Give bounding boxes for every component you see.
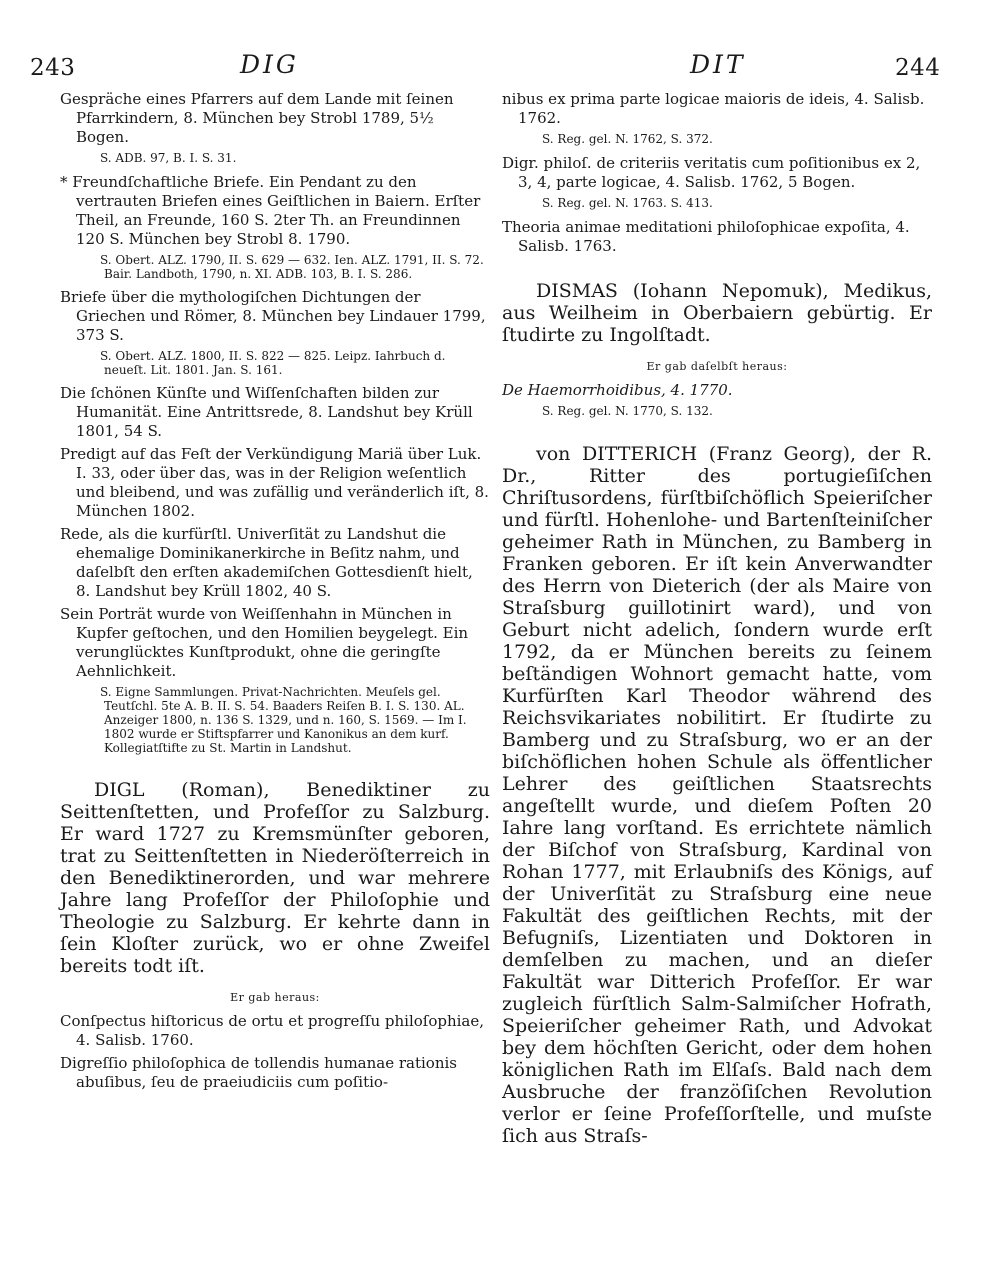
bibliography-entry: Sein Porträt wurde von Weiſſenhahn in München in Kupfer geſtochen, und den Homilien beygelegt. Ein verunglücktes Kunſtprodukt, ohne die geringſte Aehnlichkeit. — [60, 605, 469, 680]
works-heading: Er gab heraus: — [230, 991, 320, 1004]
right-page-number: 244 — [895, 55, 941, 81]
source-citation: S. Eigne Sammlungen. Privat-Nachrichten. Meuſels gel. Teutſchl. 5te A. B. II. S. 54. Baaders Reiſen B. I. S. 130. AL. Anzeiger 1800, n. 136 S. 1329, und n. 160, S. 1569. — Im I. 1802 wurde er Stiftspfarrer und Kanonikus an dem kurf. Kollegiatſtifte zu St. Martin in Landshut. — [100, 685, 467, 755]
page-header — [0, 0, 1000, 90]
bibliography-entry: De Haemorrhoidibus, 4. 1770. — [502, 381, 733, 399]
source-citation: S. Reg. gel. N. 1770, S. 132. — [542, 404, 713, 418]
bibliography-entry: Die ſchönen Künſte und Wiſſenſchaften bilden zur Humanität. Eine Antrittsrede, 8. Landshut bey Krüll 1801, 54 S. — [60, 384, 473, 440]
bibliography-entry: Digreſſio philoſophica de tollendis humanae rationis abuſibus, ſeu de praeiudiciis cum poſitio- — [60, 1054, 457, 1091]
source-citation: S. Obert. ALZ. 1800, II. S. 822 — 825. Leipz. Iahrbuch d. neueſt. Lit. 1801. Jan. S. 161. — [100, 349, 446, 377]
works-heading: Er gab daſelbſt heraus: — [646, 360, 788, 373]
left-page-number: 243 — [30, 55, 76, 81]
bibliography-entry: * Freundſchaftliche Briefe. Ein Pendant zu den vertrauten Briefen eines Geiſtlichen in Baiern. Erſter Theil, an Freunde, 160 S. 2ter Th. an Freundinnen 120 S. München bey Strobl 8. 1790. — [60, 173, 481, 248]
source-citation: S. Obert. ALZ. 1790, II. S. 629 — 632. Ien. ALZ. 1791, II. S. 72. Bair. Landboth, 1790, n. XI. ADB. 103, B. I. S. 286. — [100, 253, 484, 281]
bibliography-entry: Gespräche eines Pfarrers auf dem Lande mit ſeinen Pfarrkindern, 8. München bey Strobl 1789, 5½ Bogen. — [60, 90, 454, 146]
bibliography-entry: Conſpectus hiſtoricus de ortu et progreſſu philoſophiae, 4. Salisb. 1760. — [60, 1012, 484, 1049]
bibliography-entry: Briefe über die mythologiſchen Dichtungen der Griechen und Römer, 8. München bey Lindauer 1799, 373 S. — [60, 288, 486, 344]
source-citation: S. Reg. gel. N. 1763. S. 413. — [542, 196, 713, 210]
right-running-head: DIT — [690, 50, 746, 79]
source-citation: S. ADB. 97, B. I. S. 31. — [100, 151, 237, 165]
biography-dismas: DISMAS (Iohann Nepomuk), Medikus, aus Weilheim in Oberbaiern gebürtig. Er ſtudirte zu Ingolſtadt. — [502, 280, 932, 346]
source-citation: S. Reg. gel. N. 1762, S. 372. — [542, 132, 713, 146]
bibliography-entry: Rede, als die kurfürſtl. Univerſität zu Landshut die ehemalige Dominikanerkirche in Beſitz nahm, und daſelbſt den erſten akademiſchen Gottesdienſt hielt, 8. Landshut bey Krüll 1802, 40 S. — [60, 525, 473, 600]
left-column — [60, 90, 490, 1096]
biography-ditterich: von DITTERICH (Franz Georg), der R. Dr., Ritter des portugieſiſchen Chriſtusordens, fürſtbiſchöflich Speieriſcher und fürſtl. Hohenlohe- und Bartenſteiniſcher geheimer Rath in München, zu Bamberg in Franken geboren. Er iſt kein Anverwandter des Herrn von Dieterich (der als Maire von Straſsburg guillotinirt ward), und von Geburt nicht adelich, ſondern wurde erſt 1792, da er München bereits zu ſeinem beſtändigen Wohnort gemacht hatte, vom Kurfürſten Karl Theodor während des Reichsvikariates nobilitirt. Er ſtudirte zu Bamberg und zu Straſsburg, wo er an der biſchöflichen hohen Schule als öffentlicher Lehrer des geiſtlichen Staatsrechts angeſtellt wurde, und dieſem Poſten 20 Iahre lang vorſtand. Es errichtete nämlich der Biſchof von Straſsburg, Kardinal von Rohan 1777, mit Erlaubniſs des Königs, auf der Univerſität zu Straſsburg eine neue Fakultät des geiſtlichen Rechts, mit der Befugniſs, Lizentiaten und Doktoren in demſelben zu machen, und an dieſer Fakultät war Ditterich Profeſſor. Er war zugleich fürſtlich Salm-Salmiſcher Hofrath, Speieriſcher geheimer Rath, und Advokat bey dem höchſten Gericht, oder dem hohen königlichen Rath im Elſaſs. Bald nach dem Ausbruche der franzöſiſchen Revolution verlor er ſeine Profeſſorſtelle, und muſste ſich aus Straſs- — [502, 443, 932, 1147]
bibliography-entry-continued: nibus ex prima parte logicae maioris de ideis, 4. Salisb. 1762. — [502, 90, 925, 127]
biography-digl: DIGL (Roman), Benediktiner zu Seittenſtetten, und Profeſſor zu Salzburg. Er ward 1727 zu Kremsmünſter geboren, trat zu Seittenſtetten in Niederöſterreich in den Benediktinerorden, und war mehrere Jahre lang Profeſſor der Philoſophie und Theologie zu Salzburg. Er kehrte dann in ſein Kloſter zurück, wo er ohne Zweifel bereits todt iſt. — [60, 779, 490, 977]
bibliography-entry: Theoria animae meditationi philoſophicae expoſita, 4. Salisb. 1763. — [502, 218, 910, 255]
right-column — [502, 90, 932, 1159]
bibliography-entry: Predigt auf das Feſt der Verkündigung Mariä über Luk. I. 33, oder über das, was in der Religion weſentlich und bleibend, und was zufällig und veränderlich iſt, 8. München 1802. — [60, 445, 489, 520]
left-running-head: DIG — [240, 50, 299, 79]
bibliography-entry: Digr. philoſ. de criteriis veritatis cum poſitionibus ex 2, 3, 4, parte logicae, 4. Salisb. 1762, 5 Bogen. — [502, 154, 921, 191]
